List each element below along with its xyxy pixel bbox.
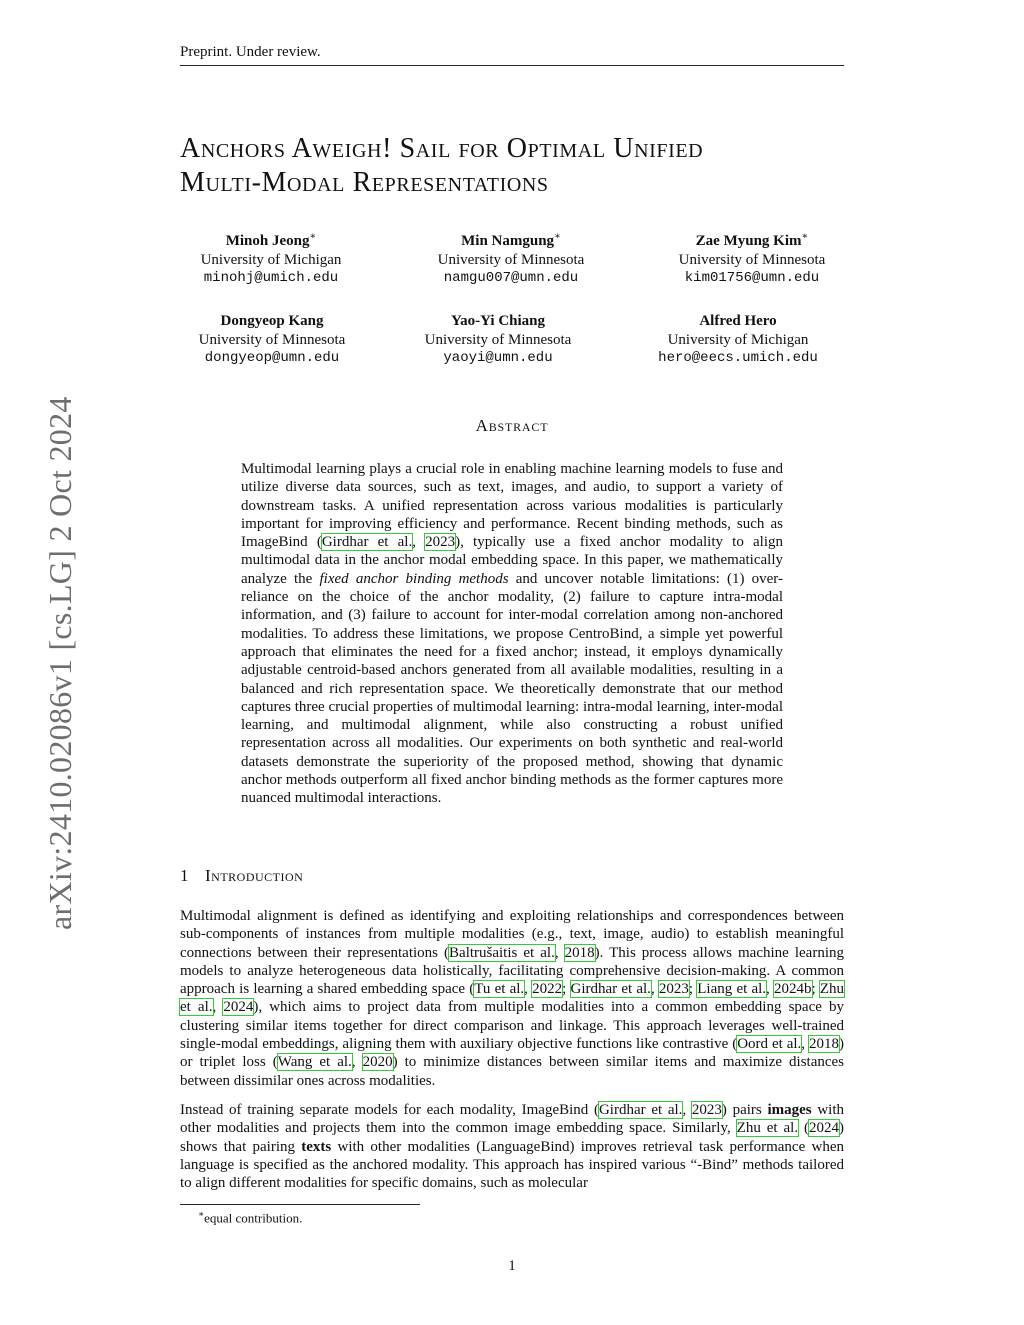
equal-contribution-mark: ∗: [801, 231, 809, 242]
abstract-heading: Abstract: [475, 416, 549, 435]
running-head: Preprint. Under review.: [180, 44, 844, 66]
author-affiliation: University of Minnesota: [198, 331, 346, 348]
author-email[interactable]: kim01756@umn.edu: [684, 270, 820, 286]
author-block: [151, 228, 391, 288]
author-email[interactable]: dongyeop@umn.edu: [204, 350, 340, 366]
bold-term: images: [767, 1102, 812, 1118]
body-text: ;: [562, 981, 571, 998]
abstract-body: Multimodal learning plays a crucial role in enabling machine learning models to fuse and utilize diverse data sources, such as text, images, and audio, to support a variety of downstream tasks. A unified representation across various modalities is particularly important for improving efficiency and performance. Recent binding methods, such as ImageBind (Girdhar et al., 2023), typically use a fixed anchor modality to align multimodal data in the anchor modal embedding space. In this paper, we mathematically analyze the fixed anchor binding methods and uncover notable limitations: (1) over-reliance on the choice of the anchor modality, (2) failure to capture intra-modal information, and (3) failure to account for inter-modal correlation among non-anchored modalities. To address these limitations, we propose CentroBind, a simple yet powerful approach that eliminates the need for a fixed anchor; instead, it employs dynamically adjustable centroid-based anchors generated from all available modalities, resulting in a balanced and rich representation space. We theoretically demonstrate that our method captures three crucial properties of multimodal learning: intra-modal learning, inter-modal learning, and multimodal alignment, while also constructing a robust unified representation across all modalities. Our experiments on both synthetic and real-world datasets demonstrate the superiority of the proposed method, showing that dynamic anchor methods outperform all fixed anchor binding methods as the former captures more nuanced multimodal interactions.: [241, 461, 783, 807]
citation-link[interactable]: Tu et al.: [474, 981, 525, 998]
citation-link[interactable]: Girdhar et al.: [570, 981, 651, 998]
arxiv-identifier: arXiv:2410.02086v1 [cs.LG] 2 Oct 2024: [42, 396, 78, 930]
author-email[interactable]: minohj@umich.edu: [203, 270, 339, 286]
body-text: Multimodal alignment is defined as identifying and exploiting relationships and correspondences between sub-components of instances from multiple modalities (e.g., text, image, audio) to establish meaningful connections between their representations (: [180, 908, 844, 961]
intro-paragraph-1: Multimodal alignment is defined as identifying and exploiting relationships and correspondences between sub-components of instances from multiple modalities (e.g., text, image, audio) to establish meaningful connections between their representations (Baltrušaitis et al., 2018). This process allows machine learning models to analyze heterogeneous data holistically, facilitating comprehensive decision-making. A common approach is learning a shared embedding space (Tu et al., 2022; Girdhar et al., 2023; Liang et al., 2024b; Zhu et al., 2024), which aims to project data from multiple modalities into a common embedding space by clustering similar items together for direct comparison and linkage. This approach leverages well-trained single-modal embeddings, aligning them with auxiliary objective functions like contrastive (Oord et al., 2018) or triplet loss (Wang et al., 2020) to minimize distances between similar items and maximize distances between dissimilar ones across modalities.: [180, 908, 845, 1089]
citation-link[interactable]: Wang et al.: [277, 1054, 352, 1071]
author-block: [618, 312, 858, 368]
page-number: 1: [508, 1258, 516, 1274]
body-text: Instead of training separate models for each modality, ImageBind (: [180, 1102, 599, 1118]
equal-contribution-mark: ∗: [554, 231, 561, 242]
author-block: [152, 312, 392, 368]
author-email[interactable]: yaoyi@umn.edu: [443, 350, 553, 366]
citation-year-link[interactable]: 2018: [809, 1036, 839, 1053]
section-number: 1: [180, 866, 189, 885]
paper-title: [180, 132, 860, 200]
author-affiliation: University of Minnesota: [678, 251, 826, 268]
author-block: [391, 228, 631, 288]
author-name: Yao-Yi Chiang: [450, 313, 546, 329]
author-name: Min Namgung: [461, 233, 555, 249]
author-name: Zae Myung Kim: [695, 233, 802, 249]
body-text: ), which aims to project data from multiple modalities into a common embedding space by clustering similar items together for direct comparison and linkage. This approach leverages well-trained single-modal embeddings, aligning them with auxiliary objective functions like contrastive (: [180, 999, 844, 1053]
citation-year-link[interactable]: 2024b: [774, 981, 812, 998]
abstract-emphasis: fixed anchor binding methods: [319, 570, 509, 587]
citation-year-link[interactable]: 2024: [809, 1120, 839, 1137]
footnote-mark: ∗: [198, 1209, 205, 1219]
citation-year-link[interactable]: 2022: [532, 981, 563, 998]
author-affiliation: University of Michigan: [200, 251, 342, 268]
citation-link[interactable]: Oord et al.: [737, 1036, 802, 1053]
author-email[interactable]: hero@eecs.umich.edu: [658, 350, 818, 366]
author-block: [378, 312, 618, 368]
author-affiliation: University of Minnesota: [424, 331, 572, 348]
citation-year-link[interactable]: 2023: [658, 981, 689, 998]
author-affiliation: University of Michigan: [667, 331, 809, 348]
citation-link[interactable]: Girdhar et al.: [598, 1102, 683, 1118]
footnote-text: equal contribution.: [204, 1210, 303, 1226]
citation-link[interactable]: Baltrušaitis et al.: [449, 944, 555, 961]
author-affiliation: University of Minnesota: [437, 251, 585, 268]
citation-link[interactable]: Zhu et al.: [180, 981, 845, 1016]
intro-paragraph-2: Instead of training separate models for each modality, ImageBind (Girdhar et al., 2023) pairs images with other modalities and projects them into the common image embedding space. Similarly, Zhu et al. (2024) shows that pairing texts with other modalities (LanguageBind) improves retrieval task performance when language is specified as the anchored modality. This approach has inspired various “-Bind” methods tailored to align different modalities for specific domains, such as molecular: [180, 1102, 844, 1192]
body-text: ) or triplet loss (: [180, 1036, 844, 1071]
body-text: ;: [811, 981, 820, 998]
body-text: ). This process allows machine learning models to analyze heterogeneous data holistically, facilitating comprehensive decision-making. A common approach is learning a shared embedding space (: [180, 944, 845, 998]
citation-link[interactable]: Zhu et al.: [736, 1120, 799, 1137]
body-text: ) pairs: [721, 1102, 768, 1118]
citation-year-link[interactable]: 2018: [564, 944, 595, 961]
author-name: Alfred Hero: [699, 313, 777, 329]
citation-year-link[interactable]: 2023: [691, 1102, 722, 1118]
author-name: Minoh Jeong: [225, 233, 310, 249]
body-text: shows that pairing: [180, 1138, 302, 1155]
citation-link[interactable]: Girdhar et al.: [321, 534, 413, 551]
abstract-text: Multimodal learning plays a crucial role in enabling machine learning models to fuse and utilize diverse data sources, such as text, images, and audio, to support a variety of downstream tasks. A unified representation across various modalities is particularly important for improving efficiency and performance. Recent binding methods, such as ImageBind (: [241, 461, 783, 551]
body-text: with other modalities and projects them into the common image embedding space. Similarly,: [180, 1102, 844, 1137]
body-text: with other modalities (LanguageBind) improves retrieval task performance when language is specified as the anchored modality. This approach has inspired various “-Bind” methods tailored to align different modalities for specific domains, such as molecular: [180, 1138, 844, 1192]
author-block: [632, 228, 872, 288]
citation-year-link[interactable]: 2023: [425, 534, 456, 551]
equal-contribution-mark: ∗: [309, 231, 317, 242]
abstract-text: and uncover notable limitations: (1) over-reliance on the choice of the anchor modality, (2) failure to capture intra-modal information, and (3) failure to account for inter-modal correlation among non-anchored modalities. To address these limitations, we propose CentroBind, a simple yet powerful approach that eliminates the need for a fixed anchor; instead, it employs dynamically adjustable centroid-based anchors generated from all available modalities, resulting in a balanced and rich representation space. We theoretically demonstrate that our method captures three crucial properties of multimodal learning: intra-modal learning, inter-modal learning, and multimodal alignment, while also constructing a robust unified representation across all modalities. Our experiments on both synthetic and real-world datasets demonstrate the superiority of the proposed method, showing that dynamic anchor methods outperform all fixed anchor binding methods as the former captures more nuanced multimodal interactions.: [241, 570, 783, 807]
bold-term: texts: [301, 1138, 332, 1155]
author-name: Dongyeop Kang: [220, 313, 324, 329]
author-email[interactable]: namgu007@umn.edu: [443, 270, 579, 286]
body-text: ;: [688, 981, 698, 998]
citation-link[interactable]: Liang et al.: [697, 981, 767, 998]
citation-year-link[interactable]: 2024: [223, 999, 254, 1016]
footnote-rule: [180, 1204, 420, 1205]
abstract-text: ), typically use a fixed anchor modality to align multimodal data in the anchor modal embedding space. In this paper, we mathematically analyze the: [241, 534, 783, 587]
title-line-2: Multi-Modal Representations: [180, 167, 549, 198]
citation-year-link[interactable]: 2020: [362, 1054, 393, 1071]
footnote: [198, 1209, 302, 1226]
section-title: Introduction: [205, 866, 304, 885]
title-line-1: Anchors Aweigh! Sail for Optimal Unified: [180, 133, 704, 164]
body-text: ) to minimize distances between similar items and maximize distances between dissimilar ones across modalities.: [180, 1054, 845, 1089]
section-heading: [180, 866, 303, 886]
